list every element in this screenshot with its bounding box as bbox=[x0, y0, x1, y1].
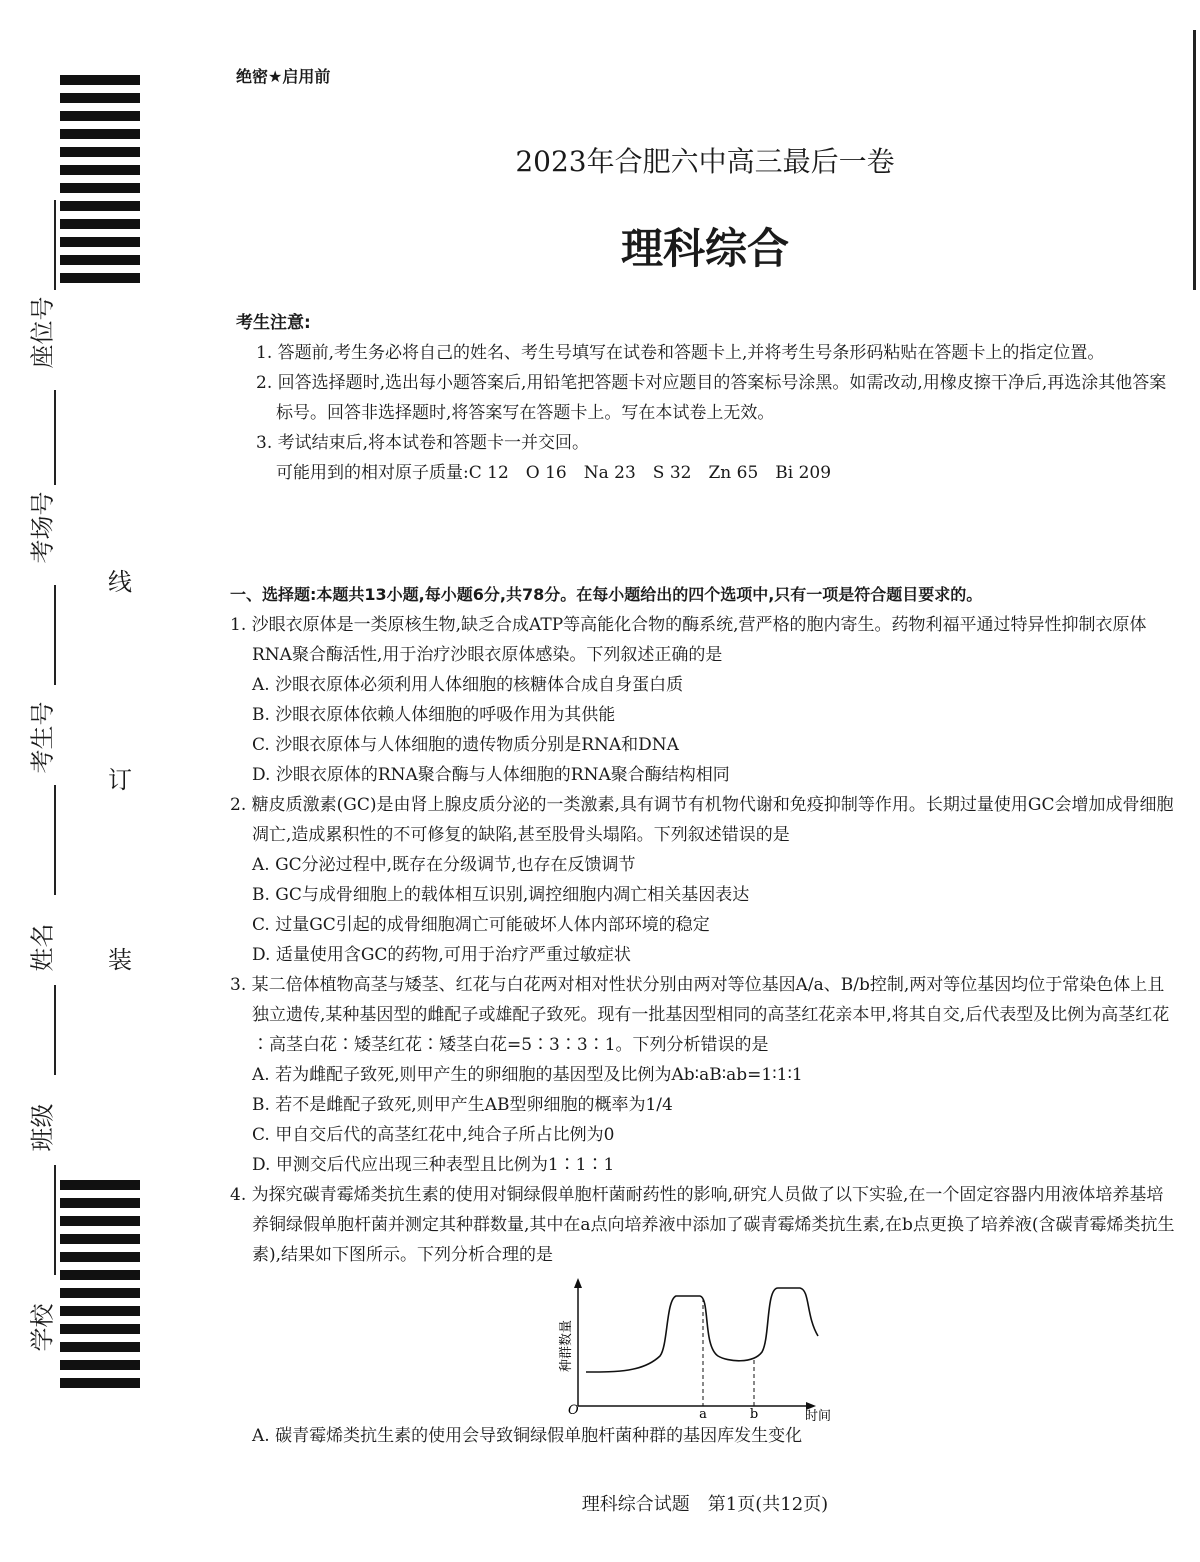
class-label: 班级 bbox=[28, 1103, 57, 1152]
y-axis-label: 种群数量 bbox=[559, 1319, 574, 1373]
x-axis-label: 时间 bbox=[804, 1409, 832, 1421]
student-number-label: 考生号 bbox=[28, 701, 57, 774]
atomic-mass-line: 可能用到的相对原子质量:C 12 O 16 Na 23 S 32 Zn 65 Bi 209 bbox=[276, 463, 832, 483]
option-d: D. 甲测交后代应出现三种表型且比例为1∶1∶1 bbox=[252, 1155, 615, 1175]
option-b: B. GC与成骨细胞上的载体相互识别,调控细胞内凋亡相关基因表达 bbox=[252, 885, 750, 905]
option-b: B. 若不是雌配子致死,则甲产生AB型卵细胞的概率为1/4 bbox=[252, 1095, 673, 1115]
exam-page bbox=[230, 0, 1180, 1562]
question-4 bbox=[230, 1180, 1180, 1451]
notice-heading: 考生注意: bbox=[236, 313, 311, 333]
option-c: C. 过量GC引起的成骨细胞凋亡可能破坏人体内部环境的稳定 bbox=[252, 915, 710, 935]
population-curve-svg bbox=[548, 1276, 848, 1421]
seat-number-label: 座位号 bbox=[28, 296, 57, 369]
class-line bbox=[54, 985, 56, 1075]
origin-label: O bbox=[568, 1403, 579, 1418]
name-label: 姓名 bbox=[28, 923, 57, 972]
question-stem: 3. 某二倍体植物高茎与矮茎、红花与白花两对相对性状分别由两对等位基因A/a、B/b控制,两对等位基因均位于常染色体上且独立遗传,某种基因型的雌配子或雄配子致死。现有一批基因型相同的高茎红花亲本甲,将其自交,后代表型及比例为高茎红花∶高茎白花∶矮茎红花∶矮茎白花=5∶3∶3∶1。下列分析错误的是 bbox=[230, 975, 1170, 1055]
binding-text-line: 线 bbox=[108, 568, 132, 596]
notice-item: 3. 考试结束后,将本试卷和答题卡一并交回。 bbox=[256, 433, 590, 453]
school-line bbox=[54, 1165, 56, 1275]
option-a: A. GC分泌过程中,既存在分级调节,也存在反馈调节 bbox=[252, 855, 636, 875]
name-line bbox=[54, 785, 56, 895]
option-d: D. 适量使用含GC的药物,可用于治疗严重过敏症状 bbox=[252, 945, 631, 965]
exam-room-line bbox=[54, 390, 56, 485]
question-stem: 4. 为探究碳青霉烯类抗生素的使用对铜绿假单胞杆菌耐药性的影响,研究人员做了以下实验,在一个固定容器内用液体培养基培养铜绿假单胞杆菌并测定其种群数量,其中在a点向培养液中添加了碳青霉烯类抗生素,在b点更换了培养液(含碳青霉烯类抗生素),结果如下图所示。下列分析合理的是 bbox=[230, 1185, 1175, 1265]
question-1 bbox=[230, 610, 1180, 790]
binding-text-stitch: 订 bbox=[108, 766, 132, 794]
option-c: C. 甲自交后代的高茎红花中,纯合子所占比例为0 bbox=[252, 1125, 615, 1145]
notice-item: 2. 回答选择题时,选出每小题答案后,用铅笔把答题卡对应题目的答案标号涂黑。如需改动,用橡皮擦干净后,再选涂其他答案标号。回答非选择题时,将答案写在答题卡上。写在本试卷上无效。 bbox=[256, 373, 1167, 423]
school-label: 学校 bbox=[28, 1303, 57, 1352]
option-a: A. 碳青霉烯类抗生素的使用会导致铜绿假单胞杆菌种群的基因库发生变化 bbox=[252, 1426, 803, 1446]
seat-number-line bbox=[54, 200, 56, 290]
candidate-notice bbox=[236, 308, 1176, 488]
question-stem: 1. 沙眼衣原体是一类原核生物,缺乏合成ATP等高能化合物的酶系统,营严格的胞内寄生。药物利福平通过特异性抑制衣原体RNA聚合酶活性,用于治疗沙眼衣原体感染。下列叙述正确的是 bbox=[230, 615, 1147, 665]
subject-title: 理科综合 bbox=[620, 224, 789, 273]
question-3 bbox=[230, 970, 1180, 1180]
barcode-stripes-bottom bbox=[60, 1180, 140, 1396]
mark-b-label: b bbox=[749, 1407, 759, 1421]
notice-item: 1. 答题前,考生务必将自己的姓名、考生号填写在试卷和答题卡上,并将考生号条形码粘贴在答题卡上的指定位置。 bbox=[256, 343, 1105, 363]
question-2 bbox=[230, 790, 1180, 970]
y-axis-arrow bbox=[574, 1278, 582, 1288]
option-d: D. 沙眼衣原体的RNA聚合酶与人体细胞的RNA聚合酶结构相同 bbox=[252, 765, 730, 785]
exam-room-label: 考场号 bbox=[28, 491, 57, 564]
exam-title: 2023年合肥六中高三最后一卷 bbox=[515, 145, 895, 178]
section-heading: 一、选择题:本题共13小题,每小题6分,共78分。在每小题给出的四个选项中,只有一项是符合题目要求的。 bbox=[230, 585, 983, 604]
student-number-line bbox=[54, 585, 56, 685]
page-footer: 理科综合试题 第1页(共12页) bbox=[581, 1494, 829, 1515]
option-b: B. 沙眼衣原体依赖人体细胞的呼吸作用为其供能 bbox=[252, 705, 616, 725]
population-curve bbox=[586, 1288, 818, 1372]
barcode-stripes-top bbox=[60, 75, 140, 291]
option-a: A. 若为雌配子致死,则甲产生的卵细胞的基因型及比例为Ab∶aB∶ab=1∶1∶1 bbox=[252, 1065, 803, 1085]
question-stem: 2. 糖皮质激素(GC)是由肾上腺皮质分泌的一类激素,具有调节有机物代谢和免疫抑制等作用。长期过量使用GC会增加成骨细胞凋亡,造成累积性的不可修复的缺陷,甚至股骨头塌陷。下列叙述错误的是 bbox=[230, 795, 1174, 845]
page-edge bbox=[1193, 30, 1196, 290]
multiple-choice-section bbox=[230, 580, 1180, 1451]
confidential-mark: 绝密★启用前 bbox=[236, 67, 331, 86]
binding-text-bind: 装 bbox=[108, 946, 132, 974]
option-c: C. 沙眼衣原体与人体细胞的遗传物质分别是RNA和DNA bbox=[252, 735, 679, 755]
population-curve-figure bbox=[548, 1276, 848, 1421]
mark-a-label: a bbox=[699, 1407, 707, 1421]
option-a: A. 沙眼衣原体必须利用人体细胞的核糖体合成自身蛋白质 bbox=[252, 675, 684, 695]
binding-margin bbox=[0, 0, 160, 1562]
